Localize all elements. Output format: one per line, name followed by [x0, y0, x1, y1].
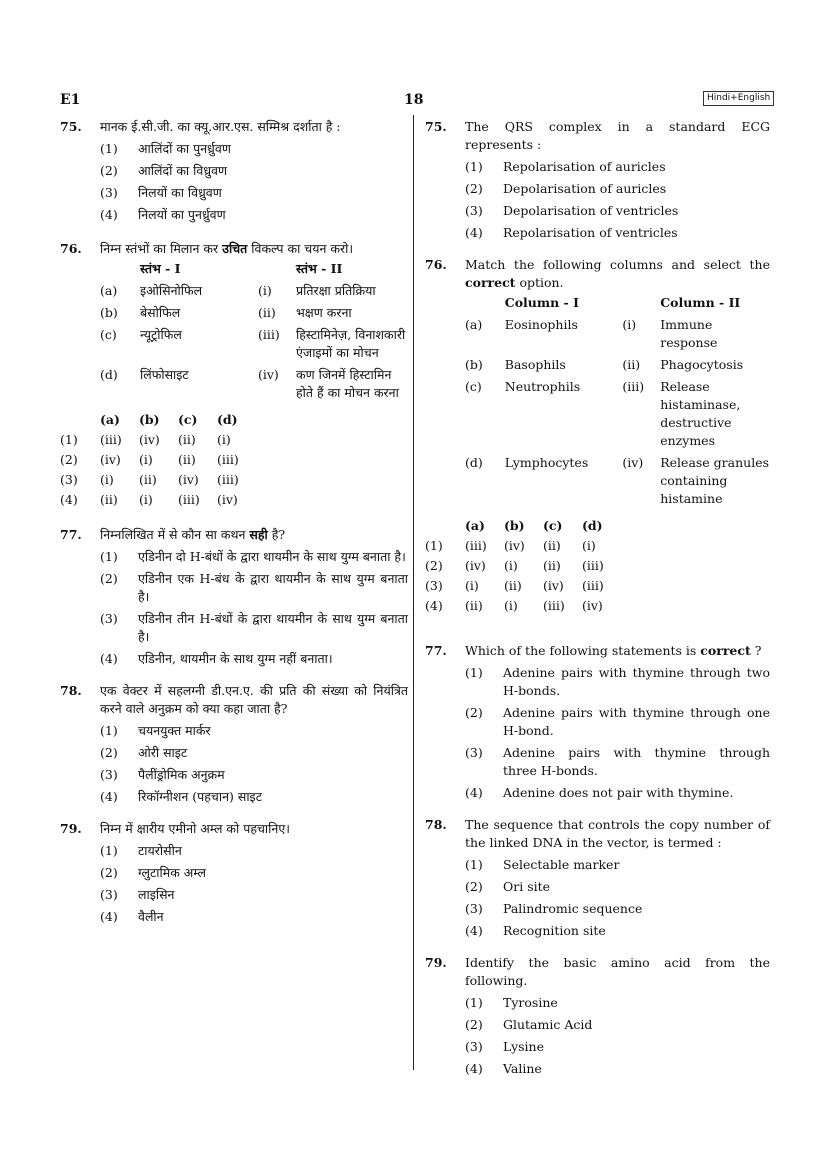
answer-cell: (ii) — [178, 452, 196, 467]
answer-cell: (iii) — [543, 598, 565, 613]
option-text: Lysine — [503, 1039, 545, 1054]
answer-cell: (i) — [139, 452, 153, 467]
question — [425, 118, 770, 242]
option-text: वैलीन — [138, 909, 164, 924]
answer-cell: (ii) — [504, 578, 522, 593]
option-number: (4) — [100, 651, 118, 666]
english-column — [425, 118, 770, 1078]
answer-column-header: (c) — [178, 412, 198, 427]
row-numeral: (ii) — [258, 305, 276, 320]
option-number: (2) — [100, 865, 118, 880]
answer-row — [425, 536, 621, 556]
question — [60, 820, 408, 926]
option-number: (4) — [425, 598, 443, 613]
option-text: ओरी साइट — [138, 745, 188, 760]
option-number: (1) — [465, 665, 483, 680]
option-number: (3) — [425, 578, 443, 593]
option — [465, 784, 770, 802]
question — [425, 256, 770, 616]
page-number: 18 — [404, 92, 424, 108]
option — [465, 994, 770, 1012]
answer-column-header: (a) — [465, 518, 485, 533]
question-number: 75. — [60, 119, 82, 134]
answer-column-header: (d) — [582, 518, 603, 533]
match-table — [100, 258, 408, 404]
option — [100, 184, 408, 202]
option — [100, 722, 408, 740]
option-text: पैलींड्रोमिक अनुक्रम — [138, 767, 225, 782]
answer-cell: (i) — [217, 432, 231, 447]
column-1-item: बेसोफिल — [140, 305, 181, 320]
option-number: (2) — [60, 452, 78, 467]
option-number: (1) — [465, 857, 483, 872]
question-stem — [425, 954, 770, 990]
option — [465, 664, 770, 700]
option-number: (3) — [100, 767, 118, 782]
answer-cell: (iv) — [178, 472, 199, 487]
question — [425, 954, 770, 1078]
option — [465, 1060, 770, 1078]
option-number: (1) — [465, 159, 483, 174]
question-text: एक वेक्टर में सहलग्नी डी.एन.ए. की प्रति की संख्या को नियंत्रित करने वाले अनुक्रम को क्या कहा जाता है? — [100, 683, 408, 716]
answer-column-header: (b) — [504, 518, 525, 533]
option-text: Depolarisation of ventricles — [503, 203, 679, 218]
option-number: (1) — [100, 549, 118, 564]
column-2-item: भक्षण करना — [296, 305, 352, 320]
option-number: (2) — [100, 571, 118, 586]
question-number: 76. — [425, 257, 447, 272]
paper-code: E1 — [60, 92, 81, 108]
column-1-header: Column - I — [504, 295, 579, 310]
question-text: निम्न में क्षारीय एमीनो अम्ल को पहचानिए। — [100, 821, 290, 836]
option-number: (4) — [100, 207, 118, 222]
option — [100, 908, 408, 926]
answer-column-header: (b) — [139, 412, 160, 427]
option — [100, 548, 408, 566]
column-2-item: Release histaminase, destructive enzymes — [660, 379, 741, 448]
question-stem — [60, 526, 408, 544]
option-number: (3) — [100, 887, 118, 902]
option-text: लाइसिन — [138, 887, 175, 902]
column-2-item: Immune response — [660, 317, 718, 350]
question-number: 77. — [60, 527, 82, 542]
answer-cell: (iv) — [465, 558, 486, 573]
answer-cell: (iii) — [582, 558, 604, 573]
option-text: रिकॉग्नीशन (पहचान) साइट — [138, 789, 262, 804]
match-row — [465, 354, 770, 376]
answer-cell: (iii) — [465, 538, 487, 553]
option-text: Selectable marker — [503, 857, 620, 872]
option — [100, 766, 408, 784]
answer-column-header: (c) — [543, 518, 563, 533]
option — [465, 202, 770, 220]
option-number: (2) — [100, 745, 118, 760]
option — [465, 744, 770, 780]
option-number: (3) — [100, 611, 118, 626]
option-text: एडिनीन, थायमीन के साथ युग्म नहीं बनाता। — [138, 651, 333, 666]
row-label: (d) — [465, 455, 483, 470]
question-number: 78. — [60, 683, 82, 698]
option — [100, 206, 408, 224]
answer-column-header: (d) — [217, 412, 238, 427]
column-2-header: स्तंभ - II — [296, 261, 343, 276]
question-stem — [60, 118, 408, 136]
question-text: निम्न स्तंभों का मिलान कर उचित विकल्प का चयन करो। — [100, 241, 354, 256]
emphasis-word: correct — [700, 643, 751, 658]
answer-row — [60, 470, 256, 490]
answer-row — [425, 596, 621, 616]
answer-row — [60, 450, 256, 470]
option-number: (1) — [60, 432, 78, 447]
row-numeral: (iv) — [622, 455, 644, 470]
question-stem — [425, 642, 770, 660]
column-1-item: इओसिनोफिल — [140, 283, 203, 298]
answer-cell: (ii) — [139, 472, 157, 487]
question-stem — [60, 240, 408, 258]
answer-cell: (iv) — [543, 578, 564, 593]
match-row — [100, 324, 408, 364]
option — [100, 140, 408, 158]
emphasis-word: सही — [249, 527, 268, 542]
question-number: 75. — [425, 119, 447, 134]
match-row — [100, 280, 408, 302]
answer-cell: (iv) — [504, 538, 525, 553]
option-number: (4) — [465, 785, 483, 800]
option-number: (4) — [60, 492, 78, 507]
answer-cell: (iv) — [100, 452, 121, 467]
answer-cell: (ii) — [543, 538, 561, 553]
question-text: निम्नलिखित में से कौन सा कथन सही है? — [100, 527, 286, 542]
answer-cell: (i) — [582, 538, 596, 553]
option-text: Tyrosine — [503, 995, 558, 1010]
option — [100, 162, 408, 180]
option-number: (4) — [100, 789, 118, 804]
question-stem — [60, 682, 408, 718]
option-number: (4) — [465, 1061, 483, 1076]
answer-cell: (iii) — [217, 452, 239, 467]
option-text: Adenine does not pair with thymine. — [503, 785, 734, 800]
option-text: आलिंदों का विध्रुवण — [138, 163, 228, 178]
option — [465, 1016, 770, 1034]
column-1-header: स्तंभ - I — [140, 261, 181, 276]
option-number: (1) — [465, 995, 483, 1010]
option-number: (4) — [465, 225, 483, 240]
question-text: The sequence that controls the copy number of the linked DNA in the vector, is termed : — [465, 817, 770, 850]
option — [465, 180, 770, 198]
option-number: (4) — [465, 923, 483, 938]
answer-table — [425, 516, 621, 616]
question-number: 79. — [60, 821, 82, 836]
option-text: निलयों का पुनर्ध्रुवण — [138, 207, 226, 222]
column-2-item: Release granules containing histamine — [660, 455, 770, 506]
column-2-item: कण जिनमें हिस्टामिन होते हैं का मोचन करना — [296, 367, 399, 400]
option-number: (2) — [465, 879, 483, 894]
answer-cell: (iii) — [582, 578, 604, 593]
row-numeral: (iii) — [622, 379, 645, 394]
option-number: (1) — [100, 843, 118, 858]
option-text: Adenine pairs with thymine through one H-bond. — [503, 705, 770, 738]
option-text: एडिनीन दो H-बंधों के द्वारा थायमीन के साथ युग्म बनाता है। — [138, 549, 406, 564]
option-text: चयनयुक्त मार्कर — [138, 723, 211, 738]
row-numeral: (i) — [622, 317, 637, 332]
option — [465, 878, 770, 896]
column-1-item: न्यूट्रोफिल — [140, 327, 182, 342]
row-label: (d) — [100, 367, 118, 382]
option — [100, 570, 408, 606]
question — [60, 240, 408, 510]
emphasis-word: correct — [465, 275, 516, 290]
row-numeral: (ii) — [622, 357, 641, 372]
option-text: ग्लुटामिक अम्ल — [138, 865, 206, 880]
question — [60, 118, 408, 224]
option-number: (2) — [100, 163, 118, 178]
question-text: मानक ई.सी.जी. का क्यू.आर.एस. सम्मिश्र दर्शाता है : — [100, 119, 341, 134]
question-number: 78. — [425, 817, 447, 832]
option — [465, 704, 770, 740]
option-number: (3) — [60, 472, 78, 487]
answer-cell: (i) — [100, 472, 114, 487]
option-number: (2) — [425, 558, 443, 573]
question-stem — [425, 118, 770, 154]
answer-cell: (i) — [504, 558, 518, 573]
column-2-item: हिस्टामिनेज़, विनाशकारी एंजाइमों का मोचन — [296, 327, 406, 360]
column-1-item: Eosinophils — [504, 317, 578, 332]
answer-row — [425, 576, 621, 596]
row-numeral: (i) — [258, 283, 272, 298]
option — [100, 650, 408, 668]
option-text: Recognition site — [503, 923, 606, 938]
option-number: (3) — [465, 745, 483, 760]
option-number: (3) — [465, 901, 483, 916]
answer-cell: (iv) — [582, 598, 603, 613]
option — [100, 788, 408, 806]
option-number: (3) — [465, 203, 483, 218]
option-text: Adenine pairs with thymine through three H-bonds. — [503, 745, 770, 778]
column-2-item: प्रतिरक्षा प्रतिक्रिया — [296, 283, 376, 298]
answer-column-header: (a) — [100, 412, 120, 427]
match-row — [465, 376, 770, 452]
language-badge: Hindi+English — [703, 91, 774, 106]
option — [465, 1038, 770, 1056]
match-row — [100, 364, 408, 404]
answer-cell: (iii) — [217, 472, 239, 487]
option-text: Repolarisation of auricles — [503, 159, 666, 174]
match-row — [465, 452, 770, 510]
question — [425, 816, 770, 940]
question-text: Match the following columns and select the correct option. — [465, 257, 770, 290]
question-text: Identify the basic amino acid from the following. — [465, 955, 770, 988]
option-text: टायरोसीन — [138, 843, 182, 858]
option-text: निलयों का विध्रुवण — [138, 185, 222, 200]
option-number: (3) — [465, 1039, 483, 1054]
option-text: Repolarisation of ventricles — [503, 225, 678, 240]
option — [465, 224, 770, 242]
row-label: (a) — [100, 283, 118, 298]
option-text: Adenine pairs with thymine through two H-bonds. — [503, 665, 770, 698]
answer-row — [60, 490, 256, 510]
option-number: (3) — [100, 185, 118, 200]
row-label: (c) — [100, 327, 117, 342]
question-number: 79. — [425, 955, 447, 970]
column-1-item: Neutrophils — [504, 379, 581, 394]
column-2-item: Phagocytosis — [660, 357, 744, 372]
column-2-header: Column - II — [660, 295, 741, 310]
option — [465, 856, 770, 874]
match-row — [100, 302, 408, 324]
answer-cell: (ii) — [178, 432, 196, 447]
option-text: एडिनीन तीन H-बंधों के द्वारा थायमीन के साथ युग्म बनाता है। — [138, 611, 408, 644]
option-number: (1) — [100, 723, 118, 738]
option-number: (1) — [425, 538, 443, 553]
question-text: Which of the following statements is correct ? — [465, 643, 762, 658]
option — [100, 744, 408, 762]
column-1-item: Lymphocytes — [504, 455, 589, 470]
option-number: (4) — [100, 909, 118, 924]
option-text: एडिनीन एक H-बंध के द्वारा थायमीन के साथ युग्म बनाता है। — [138, 571, 408, 604]
answer-cell: (iv) — [139, 432, 160, 447]
question-stem — [60, 820, 408, 838]
option-number: (2) — [465, 705, 483, 720]
answer-row — [425, 556, 621, 576]
question-stem — [425, 256, 770, 292]
answer-cell: (iii) — [178, 492, 200, 507]
row-numeral: (iii) — [258, 327, 280, 342]
column-divider — [413, 115, 414, 1070]
emphasis-word: उचित — [222, 241, 248, 256]
answer-cell: (i) — [504, 598, 518, 613]
option — [465, 158, 770, 176]
question-number: 77. — [425, 643, 447, 658]
option — [465, 900, 770, 918]
row-label: (b) — [465, 357, 483, 372]
answer-table — [60, 410, 256, 510]
question-stem — [425, 816, 770, 852]
option-text: Glutamic Acid — [503, 1017, 593, 1032]
question-number: 76. — [60, 241, 82, 256]
option-text: Depolarisation of auricles — [503, 181, 667, 196]
column-1-item: लिंफोसाइट — [140, 367, 189, 382]
column-1-item: Basophils — [504, 357, 566, 372]
match-row — [465, 314, 770, 354]
option — [100, 864, 408, 882]
option-number: (1) — [100, 141, 118, 156]
option — [100, 842, 408, 860]
question — [425, 642, 770, 802]
answer-cell: (iv) — [217, 492, 238, 507]
answer-cell: (ii) — [100, 492, 118, 507]
option — [100, 886, 408, 904]
answer-cell: (ii) — [465, 598, 483, 613]
row-label: (c) — [465, 379, 482, 394]
option-number: (2) — [465, 1017, 483, 1032]
row-numeral: (iv) — [258, 367, 279, 382]
answer-cell: (iii) — [100, 432, 122, 447]
answer-cell: (i) — [465, 578, 479, 593]
option — [465, 922, 770, 940]
row-label: (a) — [465, 317, 483, 332]
option-text: Palindromic sequence — [503, 901, 643, 916]
question-text: The QRS complex in a standard ECG represents : — [465, 119, 770, 152]
option-text: Ori site — [503, 879, 551, 894]
hindi-column — [60, 118, 408, 926]
option-text: Valine — [503, 1061, 542, 1076]
question — [60, 682, 408, 806]
question — [60, 526, 408, 668]
option-number: (2) — [465, 181, 483, 196]
answer-row — [60, 430, 256, 450]
option — [100, 610, 408, 646]
answer-cell: (i) — [139, 492, 153, 507]
answer-cell: (ii) — [543, 558, 561, 573]
match-table — [465, 292, 770, 510]
option-text: आलिंदों का पुनर्ध्रुवण — [138, 141, 231, 156]
row-label: (b) — [100, 305, 118, 320]
